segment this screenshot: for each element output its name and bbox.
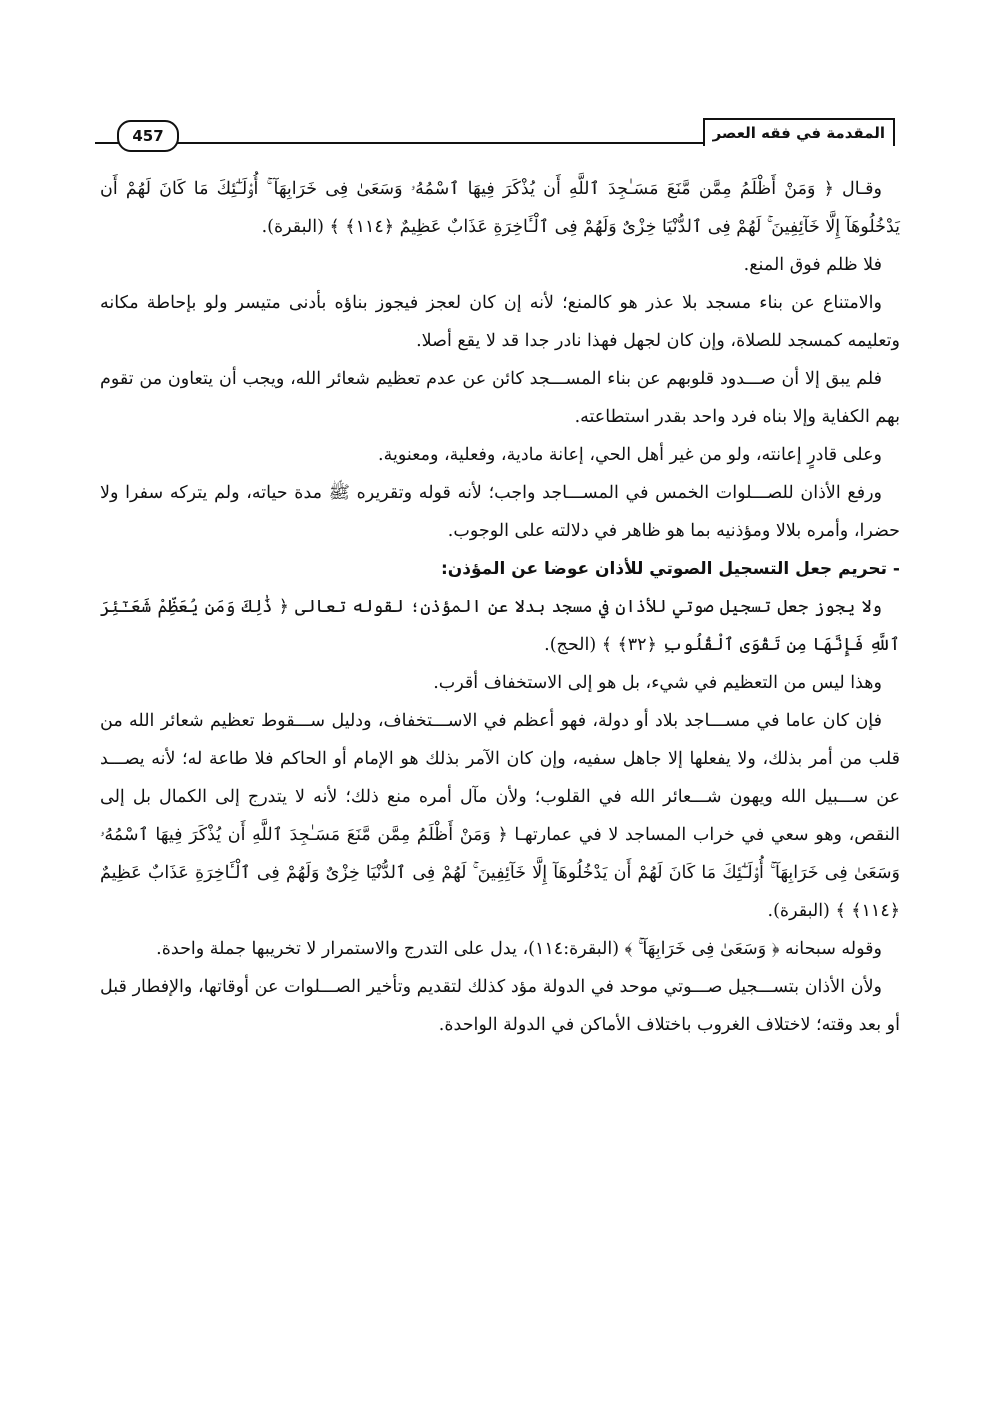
paragraph-unified-recording: ولأن الأذان بتســـجيل صـــوتي موحد في الدولة مؤد كذلك لتقديم وتأخير الصـــلوات عن أوقاتها، والإفطار قبل أو بعد وقته؛ لاختلاف الغروب باختلاف الأماكن في الدولة الواحدة. bbox=[100, 977, 900, 1035]
page-body bbox=[100, 170, 900, 1044]
paragraph-quran-baqarah-114: وقـال ﴿ وَمَنْ أَظْلَمُ مِمَّن مَّنَعَ مَسَـٰجِدَ ٱللَّهِ أَن يُذْكَرَ فِيهَا ٱسْمُهُۥ وَسَعَىٰ فِى خَرَابِهَآ ۚ أُو۟لَـٰٓئِكَ مَا كَانَ لَهُمْ أَن يَدْخُلُوهَآ إِلَّا خَآئِفِينَ ۚ لَهُمْ فِى ٱلدُّنْيَا خِزْىٌ وَلَهُمْ فِى ٱلْـَٔاخِرَةِ عَذَابٌ عَظِيمٌ ﴿١١٤﴾ ﴾ (البقرة). bbox=[100, 179, 900, 237]
paragraph-gradual-ruin: وقوله سبحانه ﴿ وَسَعَىٰ فِى خَرَابِهَآ ۚ ﴾ (البقرة:١١٤)، يدل على التدرج والاستمرار لا تخريبها جملة واحدة. bbox=[156, 939, 882, 959]
paragraph-hearts-turned-away: فلم يبق إلا أن صـــدود قلوبهم عن بناء المســـجد كائن عن عدم تعظيم شعائر الله، ويجب أن يتعاون من تقوم بهم الكفاية وإلا بناه فرد واحد بقدر استطاعته. bbox=[100, 369, 900, 427]
paragraph-adhan-obligatory: ورفع الأذان للصـــلوات الخمس في المســـاجد واجب؛ لأنه قوله وتقريره ﷺ مدة حياته، ولم يتركه سفرا ولا حضرا، وأمره بلالا ومؤذنيه بما هو ظاهر في دلالته على الوجوب. bbox=[100, 483, 900, 541]
page-header bbox=[95, 118, 895, 146]
paragraph-no-injustice: فلا ظلم فوق المنع. bbox=[743, 255, 882, 275]
paragraph-closer-to-disregard: وهذا ليس من التعظيم في شيء، بل هو إلى الاستخفاف أقرب. bbox=[433, 673, 882, 693]
page-number: 457 bbox=[117, 120, 179, 152]
paragraph-obligation-to-help: وعلى قادرٍ إعانته، ولو من غير أهل الحي، إعانة مادية، وفعلية، ومعنوية. bbox=[378, 445, 882, 465]
paragraph-general-ruling: فإن كان عاما في مســـاجد بلاد أو دولة، فهو أعظم في الاســـتخفاف، ودليل ســـقوط تعظيم شعائر الله من قلب من أمر بذلك، ولا يفعلها إلا جاهل سفيه، وإن كان الآمر بذلك هو الإمام أو الحاكم فلا طاعة له؛ لأنه يصـــد عن ســـبيل الله ويهون شـــعائر الله في القلوب؛ ولأن مآل أمره منع ذلك؛ لأنه لا يتدرج إلى الكمال بل إلى النقص، وهو سعي في خراب المساجد لا في عمارتهـا ﴿ وَمَنْ أَظْلَمُ مِمَّن مَّنَعَ مَسَـٰجِدَ ٱللَّهِ أَن يُذْكَرَ فِيهَا ٱسْمُهُۥ وَسَعَىٰ فِى خَرَابِهَآ ۚ أُو۟لَـٰٓئِكَ مَا كَانَ لَهُمْ أَن يَدْخُلُوهَآ إِلَّا خَآئِفِينَ ۚ لَهُمْ فِى ٱلدُّنْيَا خِزْىٌ وَلَهُمْ فِى ٱلْـَٔاخِرَةِ عَذَابٌ عَظِيمٌ ﴿١١٤﴾ ﴾ (البقرة). bbox=[100, 711, 900, 921]
paragraph-refusal-to-build: والامتناع عن بناء مسجد بلا عذر هو كالمنع؛ لأنه إن كان لعجز فيجوز بناؤه بأدنى متيسر ولو بإحاطة مكانه وتعليمه كمسجد للصلاة، وإن كان لجهل فهذا نادر جدا قد لا يقع أصلا. bbox=[100, 293, 900, 351]
book-title: المقدمة في فقه العصر bbox=[703, 118, 895, 146]
paragraph-recording-not-allowed: ولا يجوز جعل تسجيل صوتي للأذان في مسجد بدلا عن المؤذن؛ لقوله تعالى ﴿ ذَٰلِكَ وَمَن يُعَظِّمْ شَعَـٰٓئِرَ ٱللَّهِ فَإِنَّهَا مِن تَقْوَى ٱلْقُلُوبِ ﴿٣٢﴾ ﴾ (الحج). bbox=[100, 597, 900, 655]
section-heading-recorded-adhan: - تحريم جعل التسجيل الصوتي للأذان عوضا عن المؤذن: bbox=[440, 559, 900, 579]
